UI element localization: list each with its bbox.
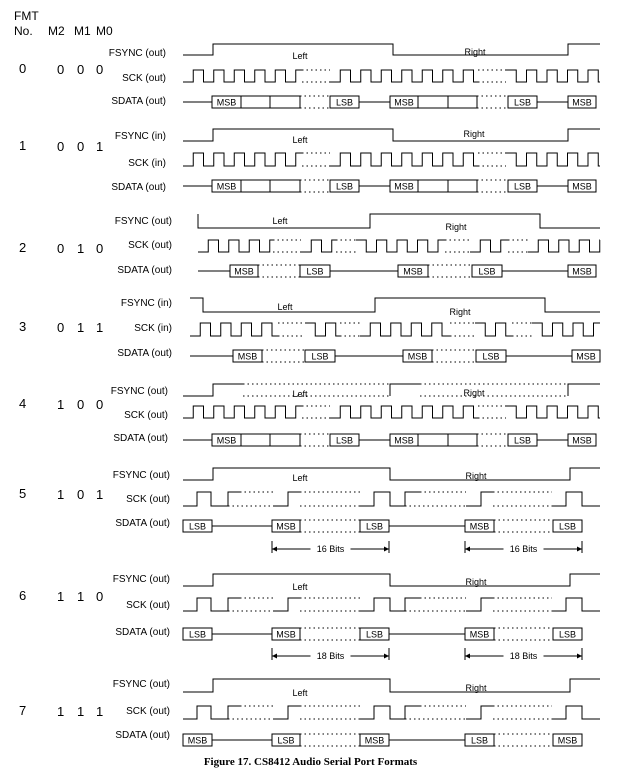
bits-arrow-head (465, 547, 470, 552)
sdata-lsb-box-label: LSB (513, 97, 532, 108)
fsync-waveform (568, 384, 600, 396)
sck-waveform (552, 598, 600, 611)
sck-waveform (273, 598, 300, 611)
format-m2: 0 (57, 139, 65, 154)
signal-label-sdata: SDATA (out) (113, 433, 168, 444)
sdata-msb-box-label: MSB (394, 97, 414, 108)
signal-label-sck: SCK (out) (128, 240, 172, 251)
format-m0: 0 (96, 589, 104, 604)
sdata-box-label: MSB (557, 735, 578, 746)
format-m0: 1 (96, 704, 104, 719)
sck-waveform (301, 240, 336, 252)
signal-label-fsync: FSYNC (out) (112, 574, 170, 585)
header-no: No. (14, 24, 33, 38)
format-number: 1 (19, 138, 27, 153)
signal-label-fsync: FSYNC (out) (114, 216, 172, 227)
signal-label-sck: SCK (out) (126, 706, 170, 717)
signal-label-sdata: SDATA (out) (115, 627, 170, 638)
sck-waveform (356, 240, 445, 252)
signal-label-sck: SCK (out) (122, 73, 166, 84)
sdata-first-box-label: MSB (187, 735, 208, 746)
fsync-left-label: Left (292, 135, 308, 145)
format-m0: 1 (96, 139, 104, 154)
sck-waveform (506, 70, 600, 82)
sdata-box-label: LSB (470, 735, 489, 746)
sdata-msb-box-label: MSB (216, 435, 237, 446)
sdata-msb-box-label: MSB (394, 181, 414, 192)
sdata-box-label: MSB (364, 735, 385, 746)
sdata-msb-box-label: MSB (237, 351, 258, 362)
signal-label-sdata: SDATA (out) (115, 518, 170, 529)
sck-waveform (552, 492, 600, 506)
bits-arrow-head (465, 654, 470, 659)
sdata-msb-box-label: MSB (572, 266, 592, 277)
fsync-waveform (183, 574, 600, 586)
sdata-bit-box (270, 180, 300, 192)
sck-waveform (466, 706, 493, 719)
signal-label-sck: SCK (out) (126, 494, 170, 505)
sdata-box-label: MSB (276, 629, 296, 640)
header-m0: M0 (96, 24, 113, 38)
fsync-left-label: Left (272, 216, 288, 226)
fsync-right-label: Right (445, 222, 467, 232)
sdata-msb-box-label: MSB (572, 435, 592, 446)
format-number: 7 (19, 703, 27, 718)
fsync-waveform (198, 214, 600, 228)
signal-label-sck: SCK (in) (134, 323, 172, 334)
fsync-left-label: Left (292, 51, 308, 61)
format-m0: 1 (96, 320, 104, 335)
sdata-box-label: MSB (276, 521, 296, 532)
bits-arrow-head (384, 654, 389, 659)
signal-label-sdata: SDATA (out) (111, 182, 166, 193)
sck-waveform (330, 153, 478, 166)
sck-waveform (552, 706, 600, 719)
bits-label: 18 Bits (316, 651, 345, 661)
signal-label-sck: SCK (out) (124, 410, 168, 421)
header-m2: M2 (48, 24, 65, 38)
format-m1: 0 (77, 487, 85, 502)
signal-label-fsync: FSYNC (out) (108, 48, 166, 59)
format-m2: 1 (57, 397, 65, 412)
signal-label-fsync: FSYNC (out) (112, 470, 170, 481)
sdata-msb-box-label: MSB (576, 351, 596, 362)
sdata-lsb-box-label: LSB (482, 351, 500, 362)
signal-label-sdata: SDATA (out) (117, 348, 172, 359)
bits-label: 18 Bits (509, 651, 538, 661)
format-number: 0 (19, 61, 27, 76)
sck-waveform (466, 598, 493, 611)
fsync-left-label: Left (277, 302, 293, 312)
header-m1: M1 (74, 24, 91, 38)
sck-waveform (273, 706, 300, 719)
format-m1: 0 (77, 139, 85, 154)
format-m2: 1 (57, 487, 65, 502)
figure-caption: Figure 17. CS8412 Audio Serial Port Formats (203, 756, 418, 768)
fsync-left-label: Left (292, 389, 308, 399)
format-m2: 0 (57, 62, 65, 77)
sck-waveform (475, 323, 512, 336)
signal-label-sck: SCK (in) (128, 158, 166, 169)
signal-label-sdata: SDATA (out) (111, 96, 166, 107)
sck-waveform (190, 323, 278, 336)
sck-waveform (532, 323, 600, 336)
sck-waveform (183, 706, 240, 719)
sdata-box-label: LSB (558, 521, 577, 532)
format-m1: 1 (77, 704, 85, 719)
sdata-bit-box (270, 96, 300, 108)
sdata-box-label: LSB (365, 629, 384, 640)
fsync-right-label: Right (464, 47, 486, 57)
fsync-right-label: Right (465, 577, 487, 587)
format-m0: 0 (96, 241, 104, 256)
sck-waveform (360, 323, 450, 336)
sck-waveform (360, 598, 420, 611)
sdata-first-box-label: LSB (188, 629, 207, 640)
signal-label-fsync: FSYNC (out) (112, 679, 170, 690)
sck-waveform (183, 153, 302, 166)
format-m2: 0 (57, 241, 65, 256)
format-m1: 1 (77, 241, 85, 256)
sdata-bit-box (448, 96, 477, 108)
fsync-right-label: Right (463, 129, 485, 139)
format-m2: 0 (57, 320, 65, 335)
signal-label-sdata: SDATA (out) (115, 730, 170, 741)
sdata-lsb-box-label: LSB (306, 266, 324, 277)
fsync-waveform (183, 384, 243, 396)
sdata-box-label: MSB (469, 521, 490, 532)
sck-waveform (183, 70, 302, 82)
sdata-bit-box (448, 180, 477, 192)
format-m0: 0 (96, 397, 104, 412)
fsync-waveform (390, 384, 420, 396)
sdata-lsb-box-label: LSB (478, 266, 496, 277)
sck-waveform (273, 492, 300, 506)
bits-label: 16 Bits (509, 544, 538, 554)
sdata-lsb-box-label: LSB (513, 181, 532, 192)
fsync-right-label: Right (449, 307, 471, 317)
sck-waveform (330, 406, 478, 418)
sck-waveform (506, 406, 600, 418)
sdata-msb-box-label: MSB (216, 97, 237, 108)
sck-waveform (330, 70, 478, 82)
format-number: 3 (19, 319, 27, 334)
sdata-first-box-label: LSB (188, 521, 207, 532)
sdata-bit-box (418, 434, 448, 446)
format-number: 5 (19, 486, 27, 501)
sdata-box-label: LSB (558, 629, 577, 640)
fsync-left-label: Left (292, 582, 308, 592)
fsync-left-label: Left (292, 688, 308, 698)
sdata-lsb-box-label: LSB (335, 97, 354, 108)
sck-waveform (466, 492, 493, 506)
bits-arrow-head (272, 654, 277, 659)
sck-waveform (183, 492, 240, 506)
bits-arrow-head (577, 547, 582, 552)
format-m1: 1 (77, 589, 85, 604)
sdata-bit-box (241, 96, 270, 108)
bits-arrow-head (384, 547, 389, 552)
sdata-bit-box (241, 180, 270, 192)
sdata-bit-box (418, 96, 448, 108)
fsync-waveform (183, 679, 600, 692)
sdata-msb-box-label: MSB (234, 266, 254, 277)
fsync-right-label: Right (465, 471, 487, 481)
sdata-bit-box (241, 434, 270, 446)
format-number: 6 (19, 588, 27, 603)
sdata-msb-box-label: MSB (572, 181, 592, 192)
sdata-bit-box (448, 434, 477, 446)
fsync-waveform (190, 298, 600, 312)
sck-waveform (506, 153, 600, 166)
sdata-box-label: LSB (365, 521, 384, 532)
sdata-lsb-box-label: LSB (311, 351, 329, 362)
signal-label-fsync: FSYNC (out) (110, 386, 168, 397)
format-m2: 1 (57, 589, 65, 604)
sdata-box-label: LSB (277, 735, 295, 746)
format-m1: 1 (77, 320, 85, 335)
sck-waveform (360, 706, 420, 719)
sck-waveform (470, 240, 508, 252)
header-fmt: FMT (14, 9, 39, 23)
format-m2: 1 (57, 704, 65, 719)
sdata-box-label: MSB (469, 629, 490, 640)
sck-waveform (198, 240, 273, 252)
sdata-lsb-box-label: LSB (335, 435, 354, 446)
format-m0: 0 (96, 62, 104, 77)
sdata-msb-box-label: MSB (403, 266, 423, 277)
signal-label-fsync: FSYNC (in) (114, 131, 166, 142)
sdata-msb-box-label: MSB (216, 181, 237, 192)
fsync-waveform (183, 468, 600, 480)
fsync-waveform (183, 44, 600, 55)
sdata-lsb-box-label: LSB (513, 435, 532, 446)
bits-label: 16 Bits (316, 544, 345, 554)
sdata-msb-box-label: MSB (394, 435, 414, 446)
sck-waveform (360, 492, 420, 506)
bits-arrow-head (272, 547, 277, 552)
sck-waveform (183, 406, 302, 418)
fsync-waveform (183, 129, 600, 141)
bits-arrow-head (577, 654, 582, 659)
sck-waveform (305, 323, 340, 336)
format-m0: 1 (96, 487, 104, 502)
fsync-right-label: Right (463, 388, 485, 398)
sdata-lsb-box-label: LSB (335, 181, 354, 192)
sck-waveform (528, 240, 600, 252)
sdata-bit-box (270, 434, 300, 446)
format-number: 4 (19, 396, 27, 411)
sck-waveform (183, 598, 240, 611)
format-m1: 0 (77, 62, 85, 77)
signal-label-sck: SCK (out) (126, 600, 170, 611)
sdata-msb-box-label: MSB (572, 97, 592, 108)
format-number: 2 (19, 240, 27, 255)
signal-label-fsync: FSYNC (in) (120, 298, 172, 309)
sdata-bit-box (418, 180, 448, 192)
format-m1: 0 (77, 397, 85, 412)
fsync-left-label: Left (292, 473, 308, 483)
signal-label-sdata: SDATA (out) (117, 265, 172, 276)
fsync-right-label: Right (465, 683, 487, 693)
sdata-msb-box-label: MSB (407, 351, 428, 362)
